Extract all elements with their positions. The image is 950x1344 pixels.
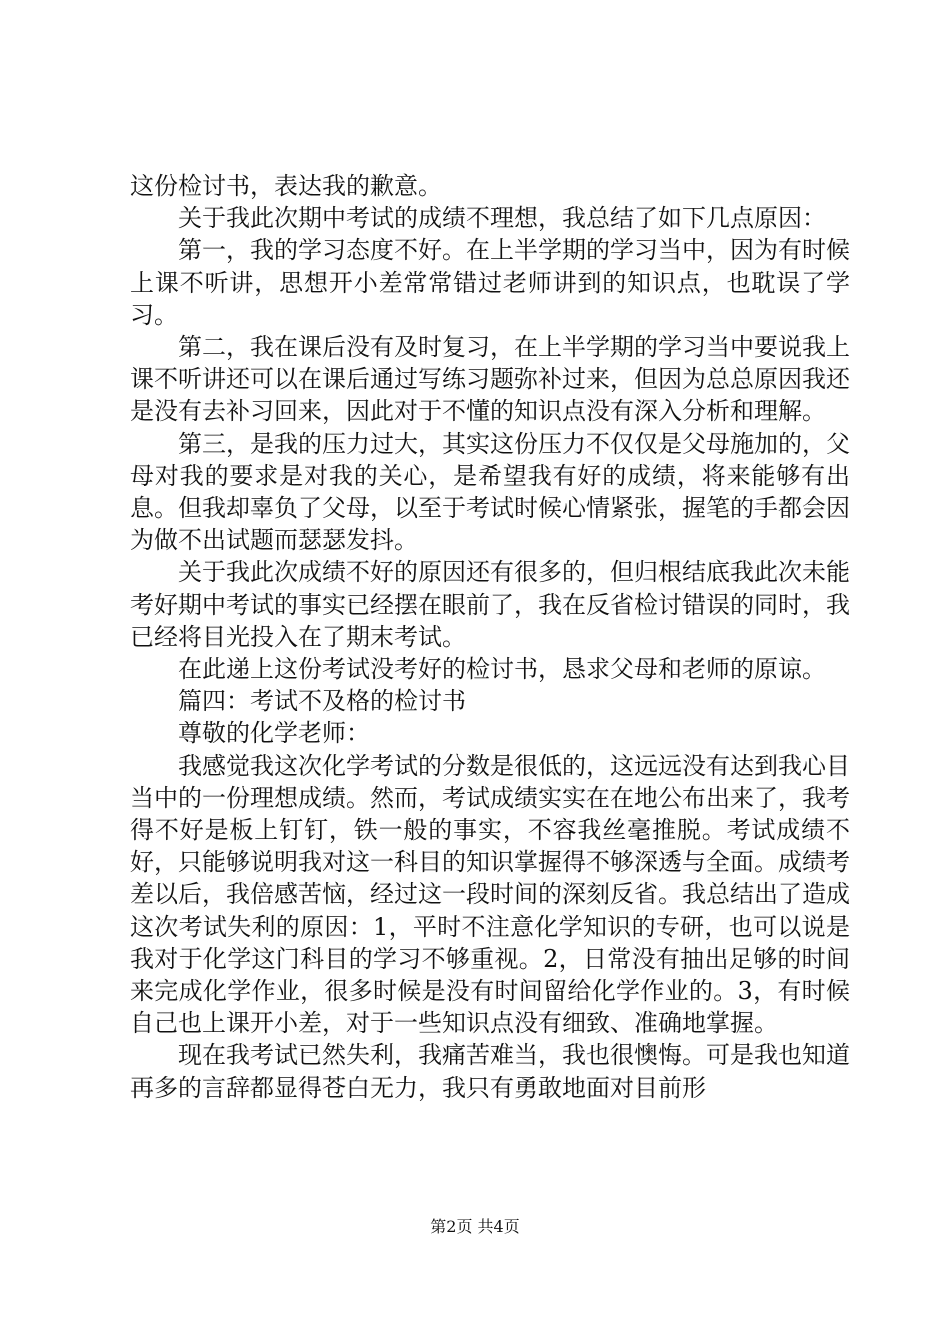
paragraph-1: 这份检讨书，表达我的歉意。 xyxy=(130,172,442,200)
paragraph-5: 第三，是我的压力过大，其实这份压力不仅仅是父母施加的，父母对我的要求是对我的关心，是希望我有好的成绩，将来能够有出息。但我却辜负了父母，以至于考试时候心情紧张，握笔的手都会因为做不出试题而瑟瑟发抖。 xyxy=(130,429,850,555)
section-heading: 篇四：考试不及格的检讨书 xyxy=(178,687,466,716)
paragraph-11: 现在我考试已然失利，我痛苦难当，我也很懊悔。可是我也知道再多的言辞都显得苍白无力，我只有勇敢地面对目前形 xyxy=(130,1041,850,1102)
paragraph-10: 我感觉我这次化学考试的分数是很低的，这远远没有达到我心目当中的一份理想成绩。然而，考试成绩实实在在地公布出来了，我考得不好是板上钉钉，铁一般的事实，不容我丝毫推脱。考试成绩不好，只能够说明我对这一科目的知识掌握得不够深透与全面。成绩考差以后，我倍感苦恼，经过这一段时间的深刻反省。我总结出了造成这次考试失利的原因：1，平时不注意化学知识的专研，也可以说是我对于化学这门科目的学习不够重视。2，日常没有抽出足够的时间来完成化学作业，很多时候是没有时间留给化学作业的。3，有时候自己也上课开小差，对于一些知识点没有细致、准确地掌握。 xyxy=(130,751,850,1038)
paragraph-2: 关于我此次期中考试的成绩不理想，我总结了如下几点原因： xyxy=(178,204,826,233)
page-footer: 第2页 共4页 xyxy=(430,1217,520,1236)
paragraph-6: 关于我此次成绩不好的原因还有很多的，但归根结底我此次未能考好期中考试的事实已经摆在眼前了，我在反省检讨错误的同时，我已经将目光投入在了期末考试。 xyxy=(130,558,850,651)
paragraph-4: 第二，我在课后没有及时复习，在上半学期的学习当中要说我上课不听讲还可以在课后通过写练习题弥补过来，但因为总总原因我还是没有去补习回来，因此对于不懂的知识点没有深入分析和理解。 xyxy=(130,333,850,426)
salutation: 尊敬的化学老师： xyxy=(178,719,370,748)
paragraph-7: 在此递上这份考试没考好的检讨书，恳求父母和老师的原谅。 xyxy=(178,655,826,684)
paragraph-3: 第一，我的学习态度不好。在上半学期的学习当中，因为有时候上课不听讲，思想开小差常常错过老师讲到的知识点，也耽误了学习。 xyxy=(130,236,850,329)
document-body xyxy=(130,170,850,1104)
